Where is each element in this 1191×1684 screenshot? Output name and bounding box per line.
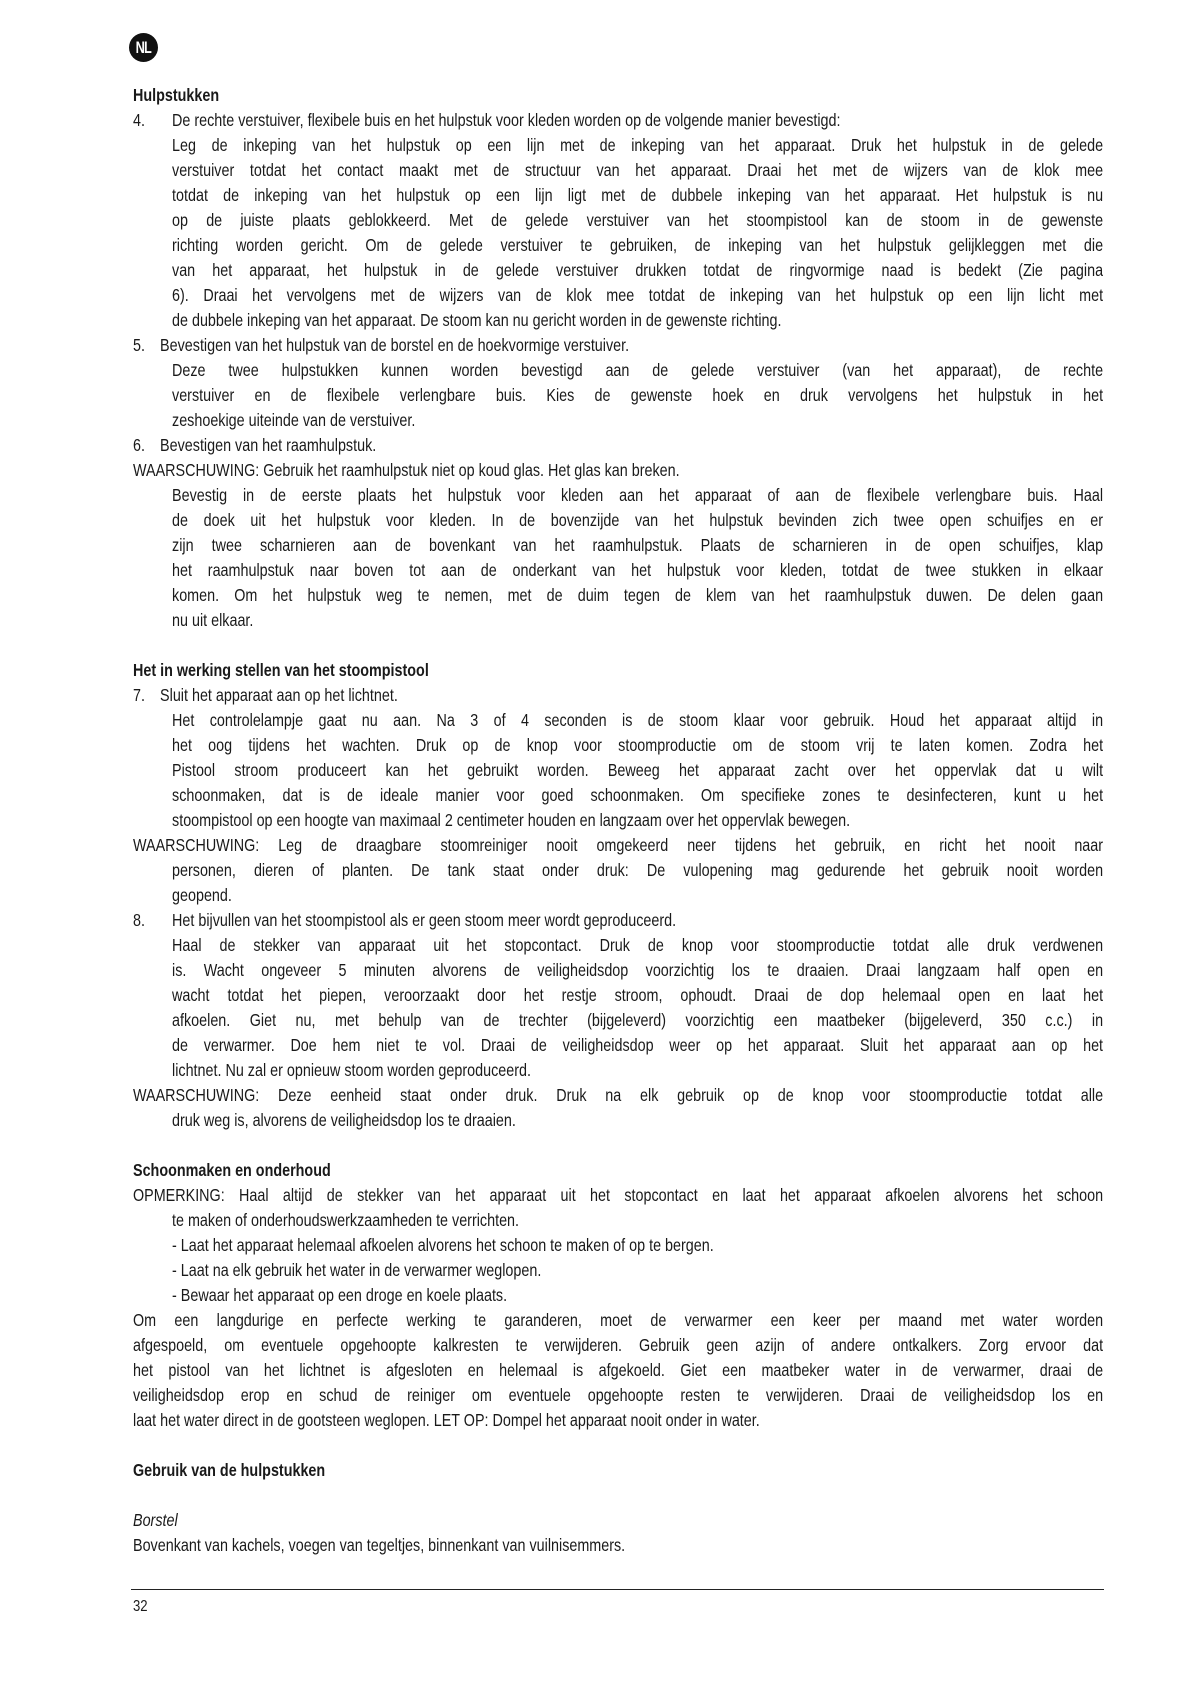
text-line: de doek uit het hulpstuk voor kleden. In de bovenzijde van het hulpstuk bevinden zich twee open schuifjes en er <box>172 510 1104 530</box>
text-line: de verwarmer. Doe hem niet te vol. Draai de veiligheidsdop weer op het apparaat. Sluit het apparaat aan op het <box>172 1035 1104 1055</box>
page-number: 32 <box>133 1598 148 1615</box>
text-line: stoompistool op een hoogte van maximaal 2 centimeter houden en langzaam over het oppervlak bewegen. <box>172 810 851 830</box>
text-line: veiligheidsdop erop en schud de reiniger om eventuele opgehoopte resten te verwijderen. Draai de veiligheidsdop los en <box>133 1385 1104 1405</box>
step-8-title: 8. Het bijvullen van het stoompistool als er geen stoom meer wordt geproduceerd. <box>133 910 677 930</box>
text-line: afkoelen. Giet nu, met behulp van de trechter (bijgeleverd) voorzichtig een maatbeker (bijgeleverd, 350 c.c.) in <box>172 1010 1104 1030</box>
section-heading: Schoonmaken en onderhoud <box>133 1160 331 1180</box>
text-line: afgespoeld, om eventuele opgehoopte kalkresten te verwijderen. Gebruik geen azijn of andere ontkalkers. Zorg ervoor dat <box>133 1335 1104 1355</box>
step-5-title: 5. Bevestigen van het hulpstuk van de borstel en de hoekvormige verstuiver. <box>133 335 630 355</box>
text-line: verstuiver en de flexibele verlengbare buis. Kies de gewenste hoek en druk vervolgens het hulpstuk in het <box>172 385 1104 405</box>
spacer <box>133 633 1103 658</box>
text-line: richting worden gericht. Om de gelede verstuiver te gebruiken, de inkeping van het hulpstuk gelijkleggen met die <box>172 235 1104 255</box>
text-line: wacht totdat het piepen, veroorzaakt door het restje stroom, ophoudt. Draai de dop helemaal open en laat het <box>172 985 1104 1005</box>
step-4-title: 4. De rechte verstuiver, flexibele buis en het hulpstuk voor kleden worden op de volgende manier bevestigd: <box>133 110 841 130</box>
text-line: de dubbele inkeping van het apparaat. De stoom kan nu gericht worden in de gewenste richting. <box>172 310 782 330</box>
note-text: te maken of onderhoudswerkzaamheden te verrichten. <box>172 1210 520 1230</box>
section-heading: Hulpstukken <box>133 85 220 105</box>
text-line: Het controlelampje gaat nu aan. Na 3 of 4 seconden is de stoom klaar voor gebruik. Houd het apparaat altijd in <box>172 710 1104 730</box>
text-line: het raamhulpstuk naar boven tot aan de onderkant van het hulpstuk voor kleden, totdat de twee stukken in elkaar <box>172 560 1104 580</box>
text-line: schoonmaken, dat is de ideale manier voor goed schoonmaken. Om specifieke zones te desinfecteren, kunt u het <box>172 785 1104 805</box>
footer-divider <box>131 1589 1104 1590</box>
section-heading: Gebruik van de hulpstukken <box>133 1460 326 1480</box>
text-line: nu uit elkaar. <box>172 610 254 630</box>
section-heading: Het in werking stellen van het stoompistool <box>133 660 429 680</box>
warning-text: WAARSCHUWING: Deze eenheid staat onder druk. Druk na elk gebruik op de knop voor stoomproductie totdat alle <box>133 1085 1104 1105</box>
step-6-title: 6. Bevestigen van het raamhulpstuk. <box>133 435 377 455</box>
page-content <box>133 83 1103 1558</box>
text-line: 6). Draai het vervolgens met de wijzers van de klok mee totdat de inkeping van het hulpstuk op een lijn licht met <box>172 285 1104 305</box>
text-line: totdat de inkeping van het hulpstuk op een lijn ligt met de dubbele inkeping van het apparaat. Het hulpstuk is nu <box>172 185 1104 205</box>
warning-text: druk weg is, alvorens de veiligheidsdop los te draaien. <box>172 1110 516 1130</box>
text-line: op de juiste plaats geblokkeerd. Met de gelede verstuiver van het stoompistool kan de stoom in de gewenste <box>172 210 1104 230</box>
text-line: zijn twee scharnieren aan de bovenkant van het raamhulpstuk. Plaats de scharnieren in de open schuifjes, klap <box>172 535 1104 555</box>
text-line: van het apparaat, het hulpstuk in de gelede verstuiver drukken totdat de ringvormige naad is bedekt (Zie pagina <box>172 260 1104 280</box>
spacer <box>133 1433 1103 1458</box>
text-line: zeshoekige uiteinde van de verstuiver. <box>172 410 416 430</box>
warning-text: WAARSCHUWING: Leg de draagbare stoomreiniger nooit omgekeerd neer tijdens het gebruik, en richt het nooit naar <box>133 835 1104 855</box>
bullet-item: - Laat het apparaat helemaal afkoelen alvorens het schoon te maken of op te bergen. <box>172 1235 714 1255</box>
text-line: Deze twee hulpstukken kunnen worden bevestigd aan de gelede verstuiver (van het apparaat), de rechte <box>172 360 1104 380</box>
text-line: laat het water direct in de gootsteen weglopen. LET OP: Dompel het apparaat nooit onder in water. <box>133 1410 760 1430</box>
subheading: Borstel <box>133 1510 178 1530</box>
text-line: verstuiver totdat het contact maakt met de structuur van het apparaat. Draai het met de wijzers van de klok mee <box>172 160 1104 180</box>
spacer <box>133 1483 1103 1508</box>
text-line: Bovenkant van kachels, voegen van tegeltjes, binnenkant van vuilnisemmers. <box>133 1535 626 1555</box>
step-7-title: 7. Sluit het apparaat aan op het lichtnet. <box>133 685 398 705</box>
text-line: het oog tijdens het wachten. Druk op de knop voor stoomproductie om de stoom vrij te laten komen. Zodra het <box>172 735 1104 755</box>
note-text: OPMERKING: Haal altijd de stekker van het apparaat uit het stopcontact en laat het apparaat afkoelen alvorens het schoon <box>133 1185 1104 1205</box>
text-line: Leg de inkeping van het hulpstuk op een lijn met de inkeping van het apparaat. Druk het hulpstuk in de gelede <box>172 135 1104 155</box>
text-line: Haal de stekker van apparaat uit het stopcontact. Druk de knop voor stoomproductie totdat alle druk verdwenen <box>172 935 1104 955</box>
spacer <box>133 1133 1103 1158</box>
warning-text: personen, dieren of planten. De tank staat onder druk: De vulopening mag gedurende het gebruik nooit worden <box>172 860 1104 880</box>
bullet-item: - Laat na elk gebruik het water in de verwarmer weglopen. <box>172 1260 542 1280</box>
text-line: komen. Om het hulpstuk weg te nemen, met de duim tegen de klem van het raamhulpstuk duwen. De delen gaan <box>172 585 1104 605</box>
text-line: Pistool stroom produceert kan het gebruikt worden. Beweeg het apparaat zacht over het oppervlak dat u wilt <box>172 760 1104 780</box>
text-line: Om een langdurige en perfecte werking te garanderen, moet de verwarmer een keer per maand met water worden <box>133 1310 1104 1330</box>
warning-text: geopend. <box>172 885 232 905</box>
text-line: is. Wacht ongeveer 5 minuten alvorens de veiligheidsdop voorzichtig los te draaien. Draai langzaam half open en <box>172 960 1104 980</box>
text-line: Bevestig in de eerste plaats het hulpstuk voor kleden aan het apparaat of aan de flexibele verlengbare buis. Haal <box>172 485 1104 505</box>
bullet-item: - Bewaar het apparaat op een droge en koele plaats. <box>172 1285 508 1305</box>
text-line: het pistool van het lichtnet is afgesloten en helemaal is afgekoeld. Giet een maatbeker water in de verwarmer, draai de <box>133 1360 1104 1380</box>
language-badge: NL <box>129 33 158 62</box>
warning-text: WAARSCHUWING: Gebruik het raamhulpstuk niet op koud glas. Het glas kan breken. <box>133 460 680 480</box>
text-line: lichtnet. Nu zal er opnieuw stoom worden geproduceerd. <box>172 1060 531 1080</box>
